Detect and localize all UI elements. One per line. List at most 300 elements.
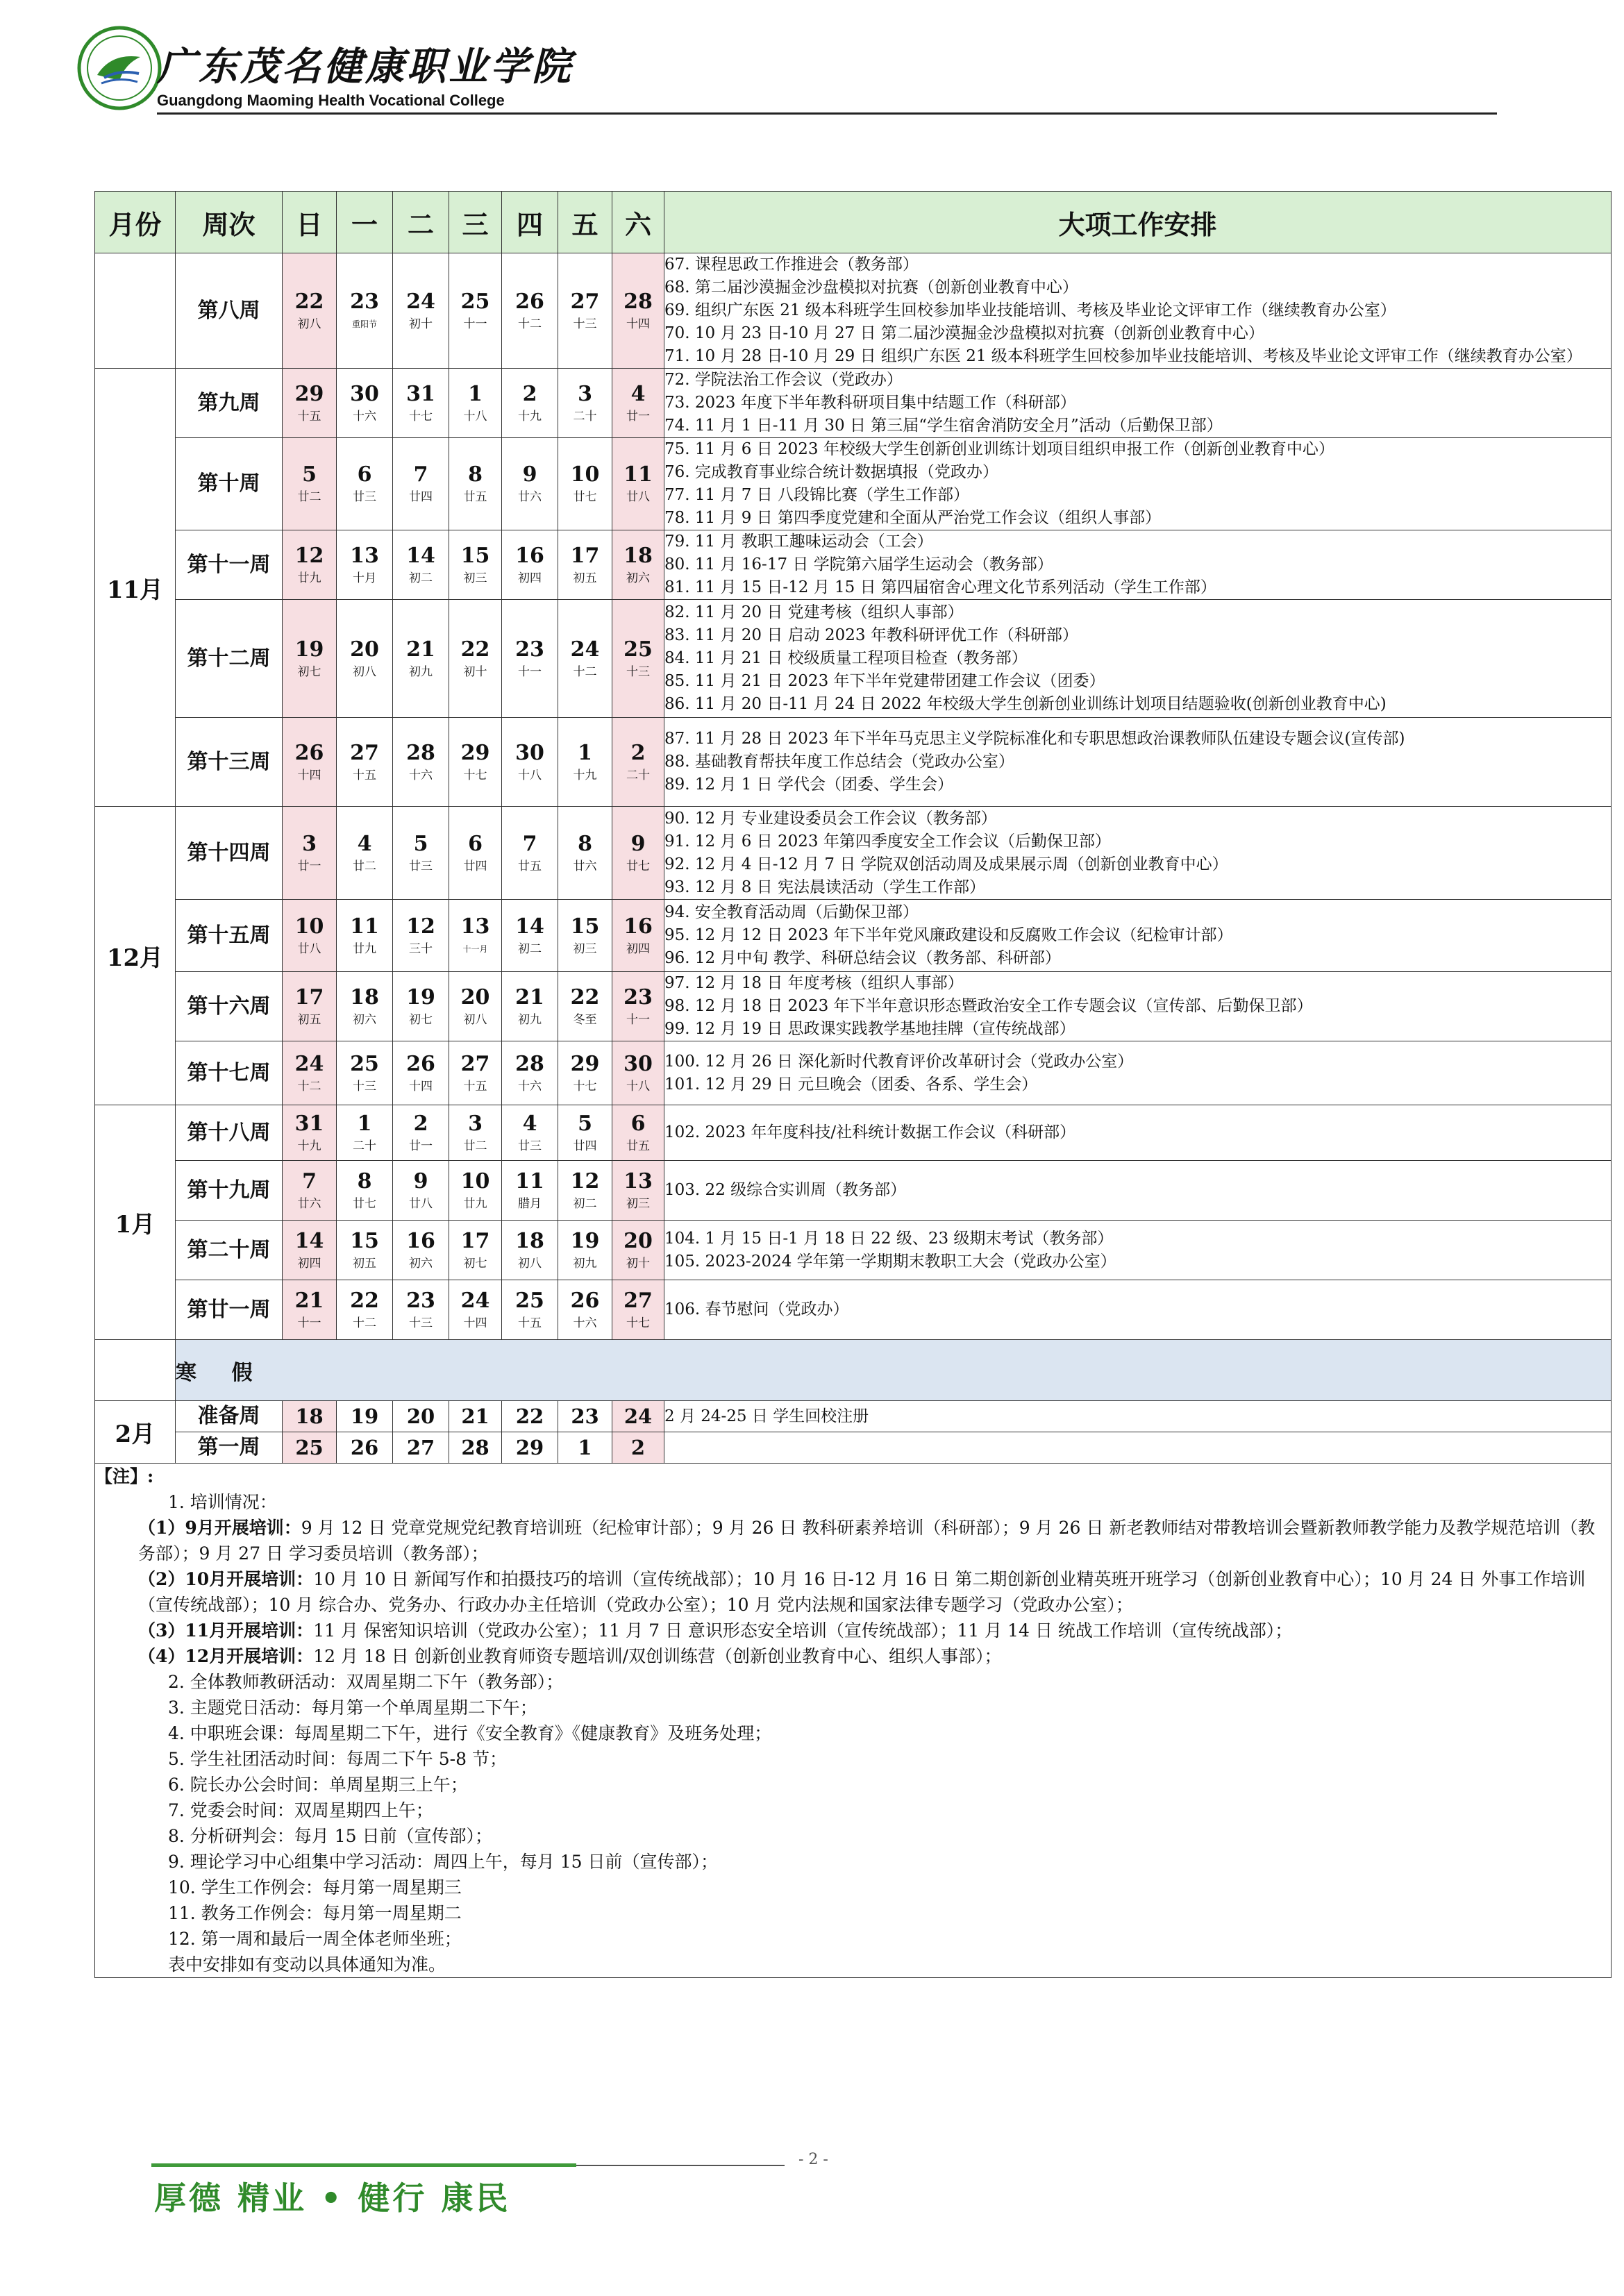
- day-number: 14: [515, 914, 544, 939]
- lunar-date: 廿六: [573, 859, 597, 873]
- day-cell: [502, 900, 558, 972]
- day-cell: [283, 369, 337, 438]
- day-cell: [502, 718, 558, 807]
- day-number: 23: [558, 1401, 612, 1432]
- task-item: 77. 11 月 7 日 八段锦比赛（学生工作部）: [664, 486, 970, 504]
- day-cell: [449, 972, 502, 1041]
- day-number: 21: [449, 1401, 502, 1432]
- task-item: 95. 12 月 12 日 2023 年下半年党风廉政建设和反腐败工作会议（纪检审计部）: [664, 926, 1233, 944]
- day-cell: [393, 1161, 449, 1221]
- task-list: [664, 807, 1612, 900]
- college-motto: 厚德 精业 • 健行 康民: [154, 2179, 511, 2217]
- day-number: 20: [460, 984, 490, 1009]
- notes-item: 7. 党委会时间：双周星期四上午；: [168, 1800, 433, 1820]
- lunar-date: 廿四: [463, 859, 487, 873]
- week-row: [95, 438, 1612, 530]
- task-item: 68. 第二届沙漠掘金沙盘模拟对抗赛（创新创业教育中心）: [664, 278, 1078, 296]
- day-number: 4: [522, 1111, 537, 1136]
- week-row: [95, 1221, 1612, 1280]
- day-number: 31: [294, 1111, 324, 1136]
- day-cell: [558, 1161, 612, 1221]
- training-note: [95, 1566, 1611, 1618]
- day-cell: [612, 1105, 664, 1161]
- day-cell: [337, 438, 393, 530]
- lunar-date: 初六: [409, 1256, 433, 1271]
- lunar-date: 二十: [353, 1139, 376, 1153]
- day-cell: [283, 972, 337, 1041]
- lunar-date: 十八: [626, 1079, 650, 1093]
- day-number: 26: [515, 289, 544, 314]
- table-header-row: [95, 192, 1612, 253]
- day-number: 6: [357, 462, 372, 487]
- lunar-date: 初八: [297, 317, 321, 331]
- day-cell: [393, 600, 449, 718]
- day-number: 14: [406, 543, 435, 568]
- lunar-date: 初八: [518, 1256, 542, 1271]
- day-cell: [558, 530, 612, 600]
- lunar-date: 廿二: [353, 859, 376, 873]
- notes-item: 10. 学生工作例会：每月第一周星期三: [168, 1877, 462, 1897]
- notes-block: [95, 1464, 1612, 1978]
- day-number: 18: [515, 1228, 544, 1253]
- day-cell: [283, 1221, 337, 1280]
- week-label: 第十周: [176, 438, 283, 530]
- notes-item: 1. 培训情况：: [168, 1492, 277, 1512]
- task-item: 79. 11 月 教职工趣味运动会（工会）: [664, 533, 933, 551]
- day-cell: [612, 438, 664, 530]
- day-number: 16: [515, 543, 544, 568]
- day-number: 23: [350, 289, 379, 314]
- lunar-date: 十一: [463, 317, 487, 331]
- task-item: 70. 10 月 23 日-10 月 27 日 第二届沙漠掘金沙盘模拟对抗赛（创新创业教育中心）: [664, 324, 1264, 342]
- lunar-date: 初四: [518, 571, 542, 585]
- day-number: 16: [406, 1228, 435, 1253]
- day-number: 27: [350, 740, 379, 765]
- day-number: 10: [570, 462, 600, 487]
- day-cell: [449, 718, 502, 807]
- day-number: 19: [294, 637, 324, 662]
- week-row: [95, 1041, 1612, 1105]
- lunar-date: 廿八: [626, 490, 650, 504]
- lunar-date: 初三: [573, 941, 597, 956]
- day-number: 9: [522, 462, 537, 487]
- task-item: 106. 春节慰问（党政办）: [664, 1300, 849, 1318]
- lunar-date: 初四: [297, 1256, 321, 1271]
- day-number: 25: [460, 289, 490, 314]
- lunar-date: 廿二: [297, 490, 321, 504]
- day-cell: [502, 1105, 558, 1161]
- feb-week-row: [95, 1432, 1612, 1464]
- lunar-date: 十八: [463, 409, 487, 424]
- day-cell: [502, 253, 558, 369]
- lunar-date: 初五: [573, 571, 597, 585]
- day-number: 29: [570, 1051, 600, 1076]
- lunar-date: 廿五: [518, 859, 542, 873]
- day-cell: [558, 369, 612, 438]
- lunar-date: 廿一: [297, 859, 321, 873]
- week-label: 第二十周: [176, 1221, 283, 1280]
- month-cell: 12月: [95, 807, 176, 1105]
- day-number: 28: [449, 1432, 502, 1464]
- training-note: [95, 1515, 1611, 1566]
- lunar-date: 十六: [518, 1079, 542, 1093]
- day-cell: [283, 1041, 337, 1105]
- day-cell: [449, 253, 502, 369]
- month-cell: 2月: [95, 1401, 176, 1464]
- day-cell: [393, 900, 449, 972]
- training-label: （4）12月开展培训：: [138, 1646, 314, 1666]
- day-number: 29: [460, 740, 490, 765]
- week-row: [95, 972, 1612, 1041]
- notes-title: 【注】:: [95, 1466, 154, 1486]
- day-cell: [558, 972, 612, 1041]
- lunar-date: 初三: [626, 1196, 650, 1211]
- day-number: 24: [570, 637, 600, 662]
- day-number: 27: [623, 1288, 653, 1313]
- day-number: 23: [623, 984, 653, 1009]
- day-number: 5: [578, 1111, 592, 1136]
- day-cell: [449, 1105, 502, 1161]
- week-label: 第十六周: [176, 972, 283, 1041]
- lunar-date: 初九: [409, 664, 433, 679]
- lunar-date: 十五: [297, 409, 321, 424]
- lunar-date: 十五: [353, 768, 376, 782]
- day-number: 13: [460, 914, 490, 939]
- day-number: 30: [350, 381, 379, 406]
- header-month: 月份: [95, 192, 176, 253]
- task-list: [664, 369, 1612, 438]
- task-item: 87. 11 月 28 日 2023 年下半年马克思主义学院标准化和专职思想政治课教师队伍建设专题会议(宣传部): [664, 730, 1405, 748]
- day-number: 27: [460, 1051, 490, 1076]
- lunar-date: 初九: [573, 1256, 597, 1271]
- day-number: 20: [350, 637, 379, 662]
- day-number: 13: [350, 543, 379, 568]
- day-cell: [283, 530, 337, 600]
- day-cell: [393, 1041, 449, 1105]
- lunar-date: 十九: [297, 1139, 321, 1153]
- lunar-date: 廿一: [409, 1139, 433, 1153]
- day-number: 25: [515, 1288, 544, 1313]
- day-cell: [283, 1105, 337, 1161]
- task-list: [664, 600, 1612, 718]
- task-item: 101. 12 月 29 日 元旦晚会（团委、各系、学生会）: [664, 1075, 1038, 1093]
- lunar-date: 初二: [518, 941, 542, 956]
- day-cell: [449, 1280, 502, 1340]
- lunar-date: 十三: [409, 1316, 433, 1330]
- day-number: 24: [294, 1051, 324, 1076]
- day-cell: [612, 600, 664, 718]
- notes-item: 4. 中职班会课：每周星期二下午，进行《安全教育》《健康教育》及班务处理；: [168, 1723, 772, 1743]
- day-number: 20: [623, 1228, 653, 1253]
- week-label: 第九周: [176, 369, 283, 438]
- lunar-date: 十四: [409, 1079, 433, 1093]
- day-cell: [283, 900, 337, 972]
- lunar-date: 廿四: [573, 1139, 597, 1153]
- training-text: 9 月 12 日 党章党规党纪教育培训班（纪检审计部）；9 月 26 日 教科研素养培训（科研部）；9 月 26 日 新老教师结对带教培训会暨新教师教学能力及教学规范培训（教务部）；9 月 27 日 学习委员培训（教务部）；: [138, 1518, 1596, 1564]
- day-number: 15: [570, 914, 600, 939]
- college-name-en: Guangdong Maoming Health Vocational College: [157, 92, 505, 109]
- day-cell: [337, 1041, 393, 1105]
- day-number: 19: [337, 1401, 393, 1432]
- day-cell: [393, 438, 449, 530]
- training-text: 10 月 10 日 新闻写作和拍摄技巧的培训（宣传统战部）；10 月 16 日-12 月 16 日 第二期创新创业精英班开班学习（创新创业教育中心）；10 月 24 日 外事工作培训（宣传统战部）；10 月 综合办、党务办、行政办办主任培训（党政办公室）；10 月 党内法规和国家法律专题学习（党政办公室）；: [138, 1569, 1586, 1615]
- task-list: [664, 1280, 1612, 1340]
- day-number: 23: [515, 637, 544, 662]
- lunar-date: 初六: [353, 1012, 376, 1027]
- day-number: 9: [630, 831, 646, 856]
- day-cell: [393, 369, 449, 438]
- day-cell: [449, 600, 502, 718]
- day-number: 12: [406, 914, 435, 939]
- day-number: 31: [406, 381, 435, 406]
- day-number: 24: [460, 1288, 490, 1313]
- day-number: 2: [612, 1432, 664, 1464]
- day-cell: [337, 1221, 393, 1280]
- day-number: 21: [294, 1288, 324, 1313]
- week-row: [95, 1161, 1612, 1221]
- day-cell: [449, 1041, 502, 1105]
- day-number: 7: [413, 462, 428, 487]
- lunar-date: 初九: [518, 1012, 542, 1027]
- lunar-date: 二十: [626, 768, 650, 782]
- day-cell: [283, 1280, 337, 1340]
- day-number: 26: [337, 1432, 393, 1464]
- schedule-table: [94, 191, 1612, 1978]
- day-cell: [502, 600, 558, 718]
- lunar-date: 初二: [409, 571, 433, 585]
- day-number: 4: [630, 381, 646, 406]
- task-list: [664, 253, 1612, 369]
- notes-item: 5. 学生社团活动时间：每周二下午 5-8 节；: [168, 1749, 507, 1769]
- header-divider: [157, 112, 1497, 115]
- task-list: [664, 1105, 1612, 1161]
- day-cell: [502, 1041, 558, 1105]
- lunar-date: 初六: [626, 571, 650, 585]
- day-number: 11: [623, 462, 653, 487]
- week-label: 第廿一周: [176, 1280, 283, 1340]
- lunar-date: 廿七: [626, 859, 650, 873]
- page-header: [0, 0, 1624, 125]
- day-cell: [558, 438, 612, 530]
- lunar-date: 廿九: [353, 941, 376, 956]
- lunar-date: 十三: [573, 317, 597, 331]
- task-item: 89. 12 月 1 日 学代会（团委、学生会）: [664, 776, 954, 794]
- lunar-date: 十八: [518, 768, 542, 782]
- task-item: 99. 12 月 19 日 思政课实践教学基地挂牌（宣传统战部）: [664, 1020, 1075, 1038]
- day-number: 5: [302, 462, 317, 487]
- day-number: 9: [413, 1168, 428, 1193]
- day-number: 22: [502, 1401, 558, 1432]
- header-day-sat: 六: [612, 192, 664, 253]
- feb-week-row: [95, 1401, 1612, 1432]
- training-note: [95, 1618, 1611, 1643]
- day-cell: [558, 1280, 612, 1340]
- week-row: [95, 900, 1612, 972]
- lunar-date: 廿八: [409, 1196, 433, 1211]
- day-number: 3: [578, 381, 592, 406]
- day-number: 7: [302, 1168, 317, 1193]
- task-item: 75. 11 月 6 日 2023 年校级大学生创新创业训练计划项目组织申报工作（创新创业教育中心）: [664, 440, 1334, 458]
- day-number: 3: [302, 831, 317, 856]
- day-cell: [393, 1280, 449, 1340]
- notes-footnote: 表中安排如有变动以具体通知为准。: [168, 1954, 446, 1975]
- header-day-tue: 二: [393, 192, 449, 253]
- day-cell: [449, 1161, 502, 1221]
- day-cell: [337, 807, 393, 900]
- college-logo-icon: [76, 25, 162, 111]
- day-cell: [283, 600, 337, 718]
- footer-gray-line: [576, 2165, 785, 2166]
- lunar-date: 十四: [463, 1316, 487, 1330]
- lunar-date: 腊月: [518, 1196, 542, 1211]
- header-day-wed: 三: [449, 192, 502, 253]
- lunar-date: 廿九: [297, 571, 321, 585]
- training-text: 12 月 18 日 创新创业教育师资专题培训/双创训练营（创新创业教育中心、组织人事部）；: [313, 1646, 1002, 1666]
- day-number: 1: [558, 1432, 612, 1464]
- task-item: 98. 12 月 18 日 2023 年下半年意识形态暨政治安全工作专题会议（宣传部、后勤保卫部）: [664, 997, 1313, 1015]
- day-number: 19: [570, 1228, 600, 1253]
- task-item: 84. 11 月 21 日 校级质量工程项目检查（教务部）: [664, 649, 1028, 667]
- task-item: 74. 11 月 1 日-11 月 30 日 第三届“学生宿舍消防安全月”活动（后勤保卫部）: [664, 417, 1223, 435]
- day-number: 1: [468, 381, 483, 406]
- day-number: 24: [406, 289, 435, 314]
- task-item: 105. 2023-2024 学年第一学期期末教职工大会（党政办公室）: [664, 1252, 1116, 1271]
- task-item: [664, 1432, 1612, 1464]
- notes-item: 11. 教务工作例会：每月第一周星期二: [168, 1903, 462, 1923]
- day-number: 27: [393, 1432, 449, 1464]
- day-cell: [393, 1221, 449, 1280]
- day-cell: [449, 530, 502, 600]
- week-label: 第一周: [176, 1432, 283, 1464]
- lunar-date: 廿九: [463, 1196, 487, 1211]
- day-number: 29: [294, 381, 324, 406]
- lunar-date: 十四: [297, 768, 321, 782]
- day-cell: [612, 1280, 664, 1340]
- day-cell: [558, 253, 612, 369]
- week-label: 第十四周: [176, 807, 283, 900]
- day-cell: [337, 718, 393, 807]
- day-number: 12: [294, 543, 324, 568]
- day-number: 22: [350, 1288, 379, 1313]
- day-number: 15: [350, 1228, 379, 1253]
- day-number: 5: [413, 831, 428, 856]
- day-number: 7: [522, 831, 537, 856]
- day-cell: [612, 718, 664, 807]
- lunar-date: 十六: [573, 1316, 597, 1330]
- lunar-date: 廿七: [353, 1196, 376, 1211]
- notes-item: 8. 分析研判会：每月 15 日前（宣传部）；: [168, 1826, 493, 1846]
- day-number: 1: [357, 1111, 372, 1136]
- training-note: [95, 1643, 1611, 1669]
- college-name-cn: 广东茂名健康职业学院: [157, 44, 574, 90]
- day-cell: [393, 718, 449, 807]
- day-number: 15: [460, 543, 490, 568]
- task-item: 91. 12 月 6 日 2023 年第四季度安全工作会议（后勤保卫部）: [664, 832, 1111, 850]
- task-item: 104. 1 月 15 日-1 月 18 日 22 级、23 级期末考试（教务部）: [664, 1229, 1114, 1248]
- day-number: 19: [406, 984, 435, 1009]
- day-cell: [558, 900, 612, 972]
- task-item: 103. 22 级综合实训周（教务部）: [664, 1181, 907, 1199]
- lunar-date: 十一: [518, 664, 542, 679]
- task-item: 85. 11 月 21 日 2023 年下半年党建带团建工作会议（团委）: [664, 672, 1105, 690]
- lunar-date: 十二: [297, 1079, 321, 1093]
- day-number: 27: [570, 289, 600, 314]
- day-cell: [283, 807, 337, 900]
- day-number: 21: [515, 984, 544, 1009]
- lunar-date: 廿五: [626, 1139, 650, 1153]
- lunar-date: 十二: [573, 664, 597, 679]
- day-cell: [337, 253, 393, 369]
- task-item: 81. 11 月 15 日-12 月 15 日 第四届宿舍心理文化节系列活动（学生工作部）: [664, 578, 1216, 596]
- task-item: 71. 10 月 28 日-10 月 29 日 组织广东医 21 级本科班学生回校参加毕业技能培训、考核及毕业论文评审工作（继续教育办公室）: [664, 347, 1582, 365]
- lunar-date: 十二: [518, 317, 542, 331]
- task-item: 93. 12 月 8 日 宪法晨读活动（学生工作部）: [664, 878, 986, 896]
- lunar-date: 二十: [573, 409, 597, 424]
- lunar-date: 十六: [353, 409, 376, 424]
- day-number: 4: [357, 831, 372, 856]
- lunar-date: 十三: [626, 664, 650, 679]
- day-number: 3: [468, 1111, 483, 1136]
- day-cell: [502, 530, 558, 600]
- day-number: 17: [294, 984, 324, 1009]
- day-number: 22: [570, 984, 600, 1009]
- winter-break-label: 寒 假: [176, 1340, 1612, 1401]
- day-number: 8: [468, 462, 483, 487]
- notes-item: 6. 院长办公会时间：单周星期三上午；: [168, 1775, 468, 1795]
- day-number: 2: [630, 740, 646, 765]
- day-cell: [393, 972, 449, 1041]
- day-number: 16: [623, 914, 653, 939]
- day-number: 25: [283, 1432, 337, 1464]
- day-number: 8: [578, 831, 592, 856]
- day-cell: [502, 1161, 558, 1221]
- notes-item: 3. 主题党日活动：每月第一个单周星期二下午；: [168, 1698, 537, 1718]
- day-cell: [612, 253, 664, 369]
- lunar-date: 廿七: [573, 490, 597, 504]
- notes-item: 12. 第一周和最后一周全体老师坐班；: [168, 1929, 462, 1949]
- lunar-date: 十四: [626, 317, 650, 331]
- day-number: 11: [515, 1168, 544, 1193]
- week-row: [95, 1105, 1612, 1161]
- lunar-date: 初五: [297, 1012, 321, 1027]
- week-row: [95, 807, 1612, 900]
- day-cell: [449, 1221, 502, 1280]
- lunar-date: 初七: [463, 1256, 487, 1271]
- task-item: 78. 11 月 9 日 第四季度党建和全面从严治党工作会议（组织人事部）: [664, 509, 1162, 527]
- day-cell: [558, 718, 612, 807]
- week-label: 第十五周: [176, 900, 283, 972]
- day-cell: [558, 807, 612, 900]
- lunar-date: 十三: [353, 1079, 376, 1093]
- day-cell: [337, 1161, 393, 1221]
- day-cell: [612, 530, 664, 600]
- page-number: - 2 -: [798, 2151, 828, 2168]
- week-label: 准备周: [176, 1401, 283, 1432]
- day-number: 25: [623, 637, 653, 662]
- day-number: 12: [570, 1168, 600, 1193]
- day-cell: [502, 369, 558, 438]
- day-cell: [502, 807, 558, 900]
- day-cell: [502, 1280, 558, 1340]
- task-item: 80. 11 月 16-17 日 学院第六届学生运动会（教务部）: [664, 555, 1053, 573]
- day-number: 22: [294, 289, 324, 314]
- lunar-date: 初十: [409, 317, 433, 331]
- task-item: 82. 11 月 20 日 党建考核（组织人事部）: [664, 603, 964, 621]
- week-label: 第十七周: [176, 1041, 283, 1105]
- lunar-date: 初七: [297, 664, 321, 679]
- lunar-date: 初十: [463, 664, 487, 679]
- day-cell: [337, 369, 393, 438]
